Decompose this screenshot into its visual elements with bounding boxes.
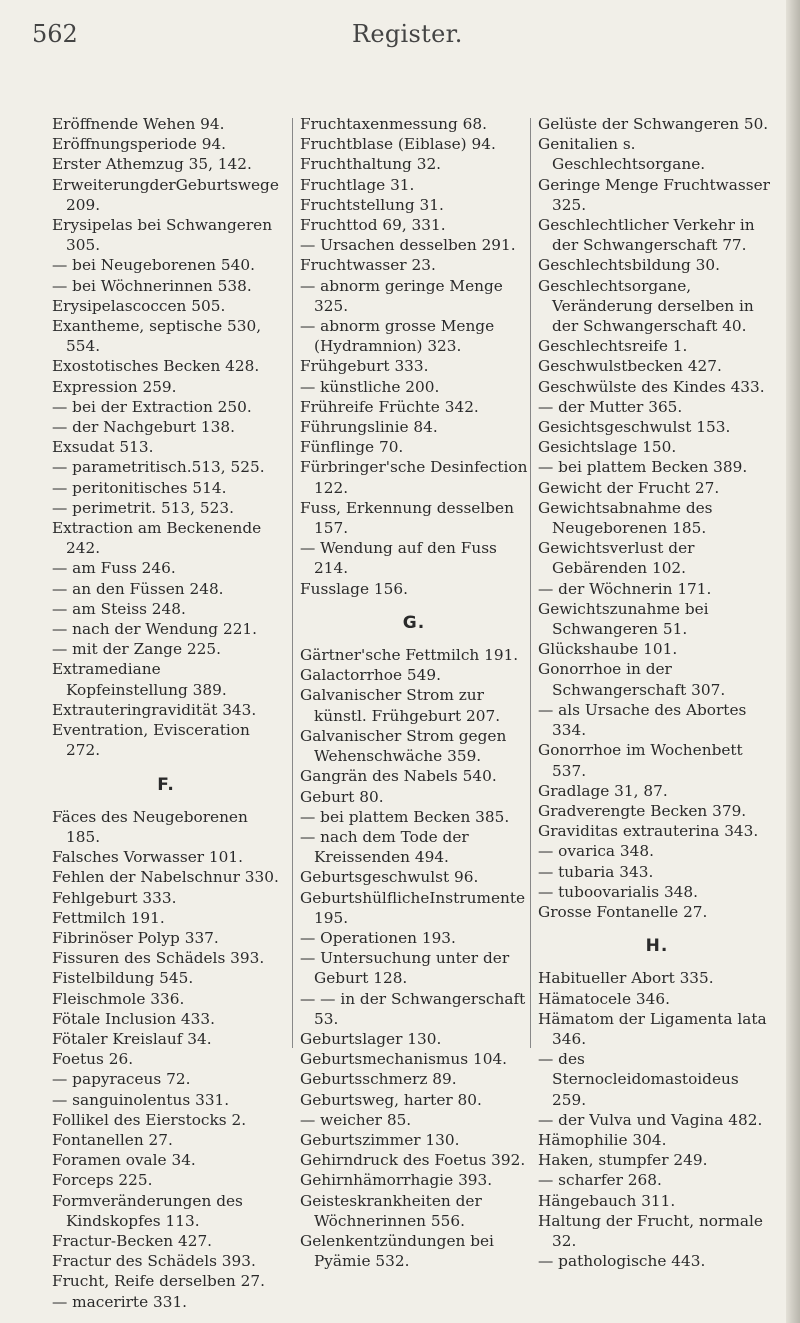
index-entry: Expression 259. xyxy=(52,377,177,396)
index-entry: — bei Wöchnerinnen 538. xyxy=(52,276,252,295)
index-entry: Formveränderungen des Kindskopfes 113. xyxy=(52,1191,243,1230)
index-entry: — des Sternocleidomastoideus 259. xyxy=(538,1050,739,1109)
index-entry: — pathologische 443. xyxy=(538,1252,706,1271)
index-entry: — weicher 85. xyxy=(300,1110,412,1129)
index-entry: — Wendung auf den Fuss 214. xyxy=(300,539,497,578)
index-entry: Fäces des Neugeborenen 185. xyxy=(52,807,248,846)
index-entry: Geburtslager 130. xyxy=(300,1029,442,1048)
index-entry: Fehlgeburt 333. xyxy=(52,888,177,907)
index-entry: — Ursachen desselben 291. xyxy=(300,236,516,255)
index-entry: Fontanellen 27. xyxy=(52,1130,173,1149)
index-entry: Frühreife Früchte 342. xyxy=(300,397,479,416)
index-entry: Hämophilie 304. xyxy=(538,1130,667,1149)
index-entry: Gangrän des Nabels 540. xyxy=(300,767,497,786)
index-entry: Exostotisches Becken 428. xyxy=(52,357,260,376)
index-entry: — nach der Wendung 221. xyxy=(52,620,258,639)
page-number: 562 xyxy=(32,20,78,48)
index-entry: Fehlen der Nabelschnur 330. xyxy=(52,868,279,887)
index-entry: — Operationen 193. xyxy=(300,928,456,947)
index-entry: — bei plattem Becken 385. xyxy=(300,807,510,826)
index-entry: — abnorm grosse Menge (Hydramnion) 323. xyxy=(300,317,495,356)
index-entry: Gesichtslage 150. xyxy=(538,438,677,457)
index-entry: Fruchtblase (Eiblase) 94. xyxy=(300,135,496,154)
index-entry: Fractur des Schädels 393. xyxy=(52,1252,256,1271)
index-entry: Grosse Fontanelle 27. xyxy=(538,902,708,921)
index-column-3 xyxy=(538,114,776,1271)
index-entry: — ovarica 348. xyxy=(538,842,654,861)
index-entry: GeburtshülflicheInstrumente 195. xyxy=(300,888,526,927)
index-entry: Frühgeburt 333. xyxy=(300,357,429,376)
index-entry: Geringe Menge Fruchtwasser 325. xyxy=(538,175,770,214)
index-entry: Geschwulstbecken 427. xyxy=(538,357,722,376)
index-entry: Fünflinge 70. xyxy=(300,438,404,457)
index-entry: Geisteskrankheiten der Wöchnerinnen 556. xyxy=(300,1191,482,1230)
index-entry: Gelenkentzündungen bei Pyämie 532. xyxy=(300,1231,494,1271)
index-entry: — nach dem Tode der Kreissenden 494. xyxy=(300,827,469,867)
index-entry: Extrauteringravidität 343. xyxy=(52,700,257,719)
index-entry: — der Mutter 365. xyxy=(538,397,683,416)
index-entry: — peritonitisches 514. xyxy=(52,478,227,497)
index-entry: Eröffnungsperiode 94. xyxy=(52,135,227,154)
index-entry: — als Ursache des Abortes 334. xyxy=(538,700,747,740)
index-entry: Galvanischer Strom gegen Wehenschwäche 359. xyxy=(300,726,507,766)
index-entry: Hämatom der Ligamenta lata 346. xyxy=(538,1009,767,1048)
index-entry: Eröffnende Wehen 94. xyxy=(52,115,225,133)
index-entry: Erysipelascoccen 505. xyxy=(52,296,226,315)
index-entry: Geburtsweg, harter 80. xyxy=(300,1090,482,1109)
section-letter-heading: F. xyxy=(157,774,175,795)
section-letter-heading: G. xyxy=(402,612,426,633)
index-entry: — mit der Zange 225. xyxy=(52,640,221,659)
index-entry: Geburt 80. xyxy=(300,787,384,806)
index-entry: — macerirte 331. xyxy=(52,1292,188,1311)
index-entry: Gehirndruck des Foetus 392. xyxy=(300,1151,526,1170)
index-entry: ErweiterungderGeburtswege 209. xyxy=(52,175,279,214)
index-entry: Gewichtsabnahme des Neugeborenen 185. xyxy=(538,498,713,538)
index-entry: Fruchttod 69, 331. xyxy=(300,216,446,235)
index-entry: Hängebauch 311. xyxy=(538,1191,676,1210)
index-entry: Gärtner'sche Fettmilch 191. xyxy=(300,646,519,665)
index-entry: Geschlechtsbildung 30. xyxy=(538,256,720,275)
index-entry: Exsudat 513. xyxy=(52,438,154,457)
index-entry: Gelüste der Schwangeren 50. xyxy=(538,115,769,133)
index-entry: Geschlechtsorgane, Veränderung derselben in der Schwangerschaft 40. xyxy=(538,276,754,336)
index-entry: Fötale Inclusion 433. xyxy=(52,1009,215,1028)
index-entry: Erster Athemzug 35, 142. xyxy=(52,155,252,174)
index-entry: — scharfer 268. xyxy=(538,1171,662,1190)
index-entry: Hämatocele 346. xyxy=(538,989,670,1008)
index-entry: — bei plattem Becken 389. xyxy=(538,458,748,477)
index-entry: — — in der Schwangerschaft 53. xyxy=(300,989,526,1028)
index-entry: — am Steiss 248. xyxy=(52,599,186,618)
index-entry: — der Vulva und Vagina 482. xyxy=(538,1110,763,1129)
index-entry: Fuss, Erkennung desselben 157. xyxy=(300,498,514,538)
index-entry: Fractur-Becken 427. xyxy=(52,1231,213,1250)
index-entry: — Untersuchung unter der Geburt 128. xyxy=(300,949,510,988)
index-entry: Eventration, Evisceration 272. xyxy=(52,721,250,760)
index-entry: Forceps 225. xyxy=(52,1171,153,1190)
index-entry: Fötaler Kreislauf 34. xyxy=(52,1029,212,1048)
index-entry: Frucht, Reife derselben 27. xyxy=(52,1272,265,1291)
index-entry: Gewicht der Frucht 27. xyxy=(538,478,720,497)
index-entry: Geschlechtsreife 1. xyxy=(538,337,688,356)
index-entry: Genitalien s. Geschlechtsorgane. xyxy=(538,135,706,174)
index-entry: — bei der Extraction 250. xyxy=(52,397,252,416)
index-entry: Foramen ovale 34. xyxy=(52,1151,196,1170)
index-entry: Gradlage 31, 87. xyxy=(538,781,668,800)
index-column-1 xyxy=(52,114,280,1312)
index-entry: Habitueller Abort 335. xyxy=(538,969,714,988)
index-entry: — parametritisch.513, 525. xyxy=(52,458,265,477)
index-entry: Fusslage 156. xyxy=(300,579,408,598)
index-entry: Fruchtaxenmessung 68. xyxy=(300,115,487,133)
index-entry: Geburtsgeschwulst 96. xyxy=(300,868,479,887)
index-entry: Fruchtstellung 31. xyxy=(300,195,444,214)
index-entry: Fettmilch 191. xyxy=(52,908,165,927)
index-entry: Gradverengte Becken 379. xyxy=(538,801,747,820)
index-entry: Glückshaube 101. xyxy=(538,640,678,659)
index-entry: Fibrinöser Polyp 337. xyxy=(52,928,219,947)
index-entry: — künstliche 200. xyxy=(300,377,440,396)
page-edge-shadow xyxy=(786,0,800,1323)
index-entry: Exantheme, septische 530, 554. xyxy=(52,317,262,356)
index-entry: Geburtsmechanismus 104. xyxy=(300,1050,508,1069)
index-entry: Fürbringer'sche Desinfection 122. xyxy=(300,458,528,497)
index-entry: — bei Neugeborenen 540. xyxy=(52,256,255,275)
index-entry: Gehirnhämorrhagie 393. xyxy=(300,1171,493,1190)
index-entry: Fruchtlage 31. xyxy=(300,175,415,194)
index-entry: — sanguinolentus 331. xyxy=(52,1090,230,1109)
index-entry: Geburtsschmerz 89. xyxy=(300,1070,457,1089)
index-entry: Haltung der Frucht, normale 32. xyxy=(538,1211,763,1250)
index-entry: Gonorrhoe in der Schwangerschaft 307. xyxy=(538,660,726,699)
index-entry: — tuboovarialis 348. xyxy=(538,882,699,901)
index-entry: Graviditas extrauterina 343. xyxy=(538,822,759,841)
index-entry: Foetus 26. xyxy=(52,1050,134,1069)
index-entry: Erysipelas bei Schwangeren 305. xyxy=(52,216,273,255)
index-entry: Extraction am Beckenende 242. xyxy=(52,519,262,558)
index-entry: Gonorrhoe im Wochenbett 537. xyxy=(538,741,743,780)
index-entry: Fleischmole 336. xyxy=(52,989,185,1008)
index-entry: Führungslinie 84. xyxy=(300,418,438,437)
index-entry: — papyraceus 72. xyxy=(52,1070,191,1089)
index-entry: — der Nachgeburt 138. xyxy=(52,418,235,437)
index-entry: Extramediane Kopfeinstellung 389. xyxy=(52,660,227,699)
index-entry: Falsches Vorwasser 101. xyxy=(52,848,243,867)
index-entry: Fruchtwasser 23. xyxy=(300,256,436,275)
index-entry: — abnorm geringe Menge 325. xyxy=(300,276,503,315)
running-head: Register. xyxy=(352,20,463,48)
index-entry: Fissuren des Schädels 393. xyxy=(52,949,265,968)
index-entry: Fistelbildung 545. xyxy=(52,969,194,988)
index-entry: Gewichtszunahme bei Schwangeren 51. xyxy=(538,599,709,639)
index-entry: Gewichtsverlust der Gebärenden 102. xyxy=(538,539,695,578)
section-letter-heading: H. xyxy=(645,936,669,957)
index-entry: — perimetrit. 513, 523. xyxy=(52,498,234,517)
index-entry: — am Fuss 246. xyxy=(52,559,176,578)
index-entry: Geburtszimmer 130. xyxy=(300,1130,460,1149)
index-entry: — der Wöchnerin 171. xyxy=(538,579,712,598)
index-entry: Gesichtsgeschwulst 153. xyxy=(538,418,731,437)
index-entry: Galvanischer Strom zur künstl. Frühgeburt 207. xyxy=(300,686,501,725)
index-entry: Follikel des Eierstocks 2. xyxy=(52,1110,247,1129)
index-entry: Fruchthaltung 32. xyxy=(300,155,442,174)
index-entry: — an den Füssen 248. xyxy=(52,579,224,598)
index-entry: Galactorrhoe 549. xyxy=(300,666,441,685)
index-column-2 xyxy=(300,114,528,1271)
index-entry: Geschwülste des Kindes 433. xyxy=(538,377,765,396)
index-entry: — tubaria 343. xyxy=(538,862,654,881)
index-entry: Geschlechtlicher Verkehr in der Schwangerschaft 77. xyxy=(538,216,755,255)
index-entry: Haken, stumpfer 249. xyxy=(538,1151,708,1170)
